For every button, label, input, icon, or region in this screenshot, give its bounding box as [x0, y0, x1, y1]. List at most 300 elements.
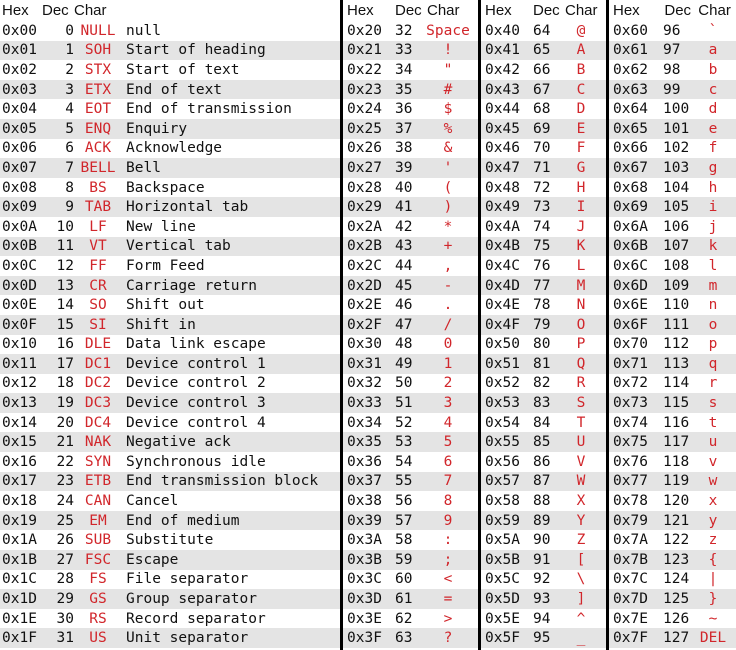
table-row	[343, 550, 478, 570]
table-row	[481, 609, 606, 629]
hex-cell: 0x61	[613, 42, 648, 59]
table-row	[343, 158, 478, 178]
table-row	[481, 491, 606, 511]
dec-cell: 6	[65, 140, 74, 157]
header-hex: Hex	[2, 2, 29, 19]
description-cell: New line	[126, 218, 196, 235]
dec-cell: 2	[65, 61, 74, 78]
hex-cell: 0x04	[2, 101, 37, 118]
hex-cell: 0x48	[485, 179, 520, 196]
hex-cell: 0x62	[613, 61, 648, 78]
dec-cell: 97	[663, 42, 681, 59]
hex-cell: 0x36	[347, 453, 382, 470]
char-cell: (	[443, 179, 453, 196]
table-row	[481, 60, 606, 80]
hex-cell: 0x7C	[613, 571, 648, 588]
hex-cell: 0x7F	[613, 630, 648, 647]
table-row	[343, 139, 478, 159]
dec-cell: 113	[663, 355, 690, 372]
table-row	[609, 609, 736, 629]
char-cell: ]	[576, 591, 586, 608]
dec-cell: 89	[533, 512, 551, 529]
hex-cell: 0x7A	[613, 532, 648, 549]
table-row	[0, 80, 340, 100]
dec-cell: 99	[663, 81, 681, 98]
hex-cell: 0x0D	[2, 277, 37, 294]
table-row	[0, 256, 340, 276]
dec-cell: 41	[395, 199, 413, 216]
header-hex: Hex	[485, 2, 512, 19]
dec-cell: 34	[395, 61, 413, 78]
table-row	[343, 609, 478, 629]
dec-cell: 76	[533, 257, 551, 274]
dec-cell: 100	[663, 101, 690, 118]
hex-cell: 0x4E	[485, 297, 520, 314]
table-row	[343, 530, 478, 550]
dec-cell: 82	[533, 375, 551, 392]
table-row	[0, 374, 340, 394]
dec-cell: 23	[56, 473, 74, 490]
char-cell: '	[443, 159, 453, 176]
dec-cell: 33	[395, 42, 413, 59]
char-cell: EOT	[84, 101, 112, 118]
char-cell: =	[443, 591, 453, 608]
char-cell: l	[708, 257, 718, 274]
hex-cell: 0x44	[485, 101, 520, 118]
description-cell: End of text	[126, 81, 223, 98]
table-row	[0, 530, 340, 550]
char-cell: CAN	[84, 493, 112, 510]
dec-cell: 92	[533, 571, 551, 588]
char-cell: -	[443, 277, 453, 294]
dec-cell: 116	[663, 414, 690, 431]
hex-cell: 0x43	[485, 81, 520, 98]
hex-cell: 0x59	[485, 512, 520, 529]
dec-cell: 61	[395, 591, 413, 608]
header-row	[609, 0, 736, 21]
hex-cell: 0x18	[2, 493, 37, 510]
char-cell: F	[576, 140, 586, 157]
table-row	[609, 491, 736, 511]
char-cell: <	[443, 571, 453, 588]
table-row	[609, 158, 736, 178]
dec-cell: 5	[65, 120, 74, 137]
dec-cell: 42	[395, 218, 413, 235]
table-row	[609, 197, 736, 217]
table-row	[481, 119, 606, 139]
hex-cell: 0x72	[613, 375, 648, 392]
table-row	[609, 295, 736, 315]
table-row	[0, 41, 340, 61]
dec-cell: 10	[56, 218, 74, 235]
hex-cell: 0x6E	[613, 297, 648, 314]
table-row	[343, 335, 478, 355]
dec-cell: 96	[663, 22, 681, 39]
char-cell: N	[576, 297, 586, 314]
header-row	[343, 0, 478, 21]
dec-cell: 105	[663, 199, 690, 216]
hex-cell: 0x25	[347, 120, 382, 137]
dec-cell: 53	[395, 434, 413, 451]
hex-cell: 0x35	[347, 434, 382, 451]
table-row	[343, 60, 478, 80]
dec-cell: 125	[663, 591, 690, 608]
hex-cell: 0x6B	[613, 238, 648, 255]
char-cell: y	[708, 512, 718, 529]
dec-cell: 49	[395, 355, 413, 372]
table-row	[481, 158, 606, 178]
dec-cell: 29	[56, 591, 74, 608]
dec-cell: 4	[65, 101, 74, 118]
dec-cell: 59	[395, 551, 413, 568]
table-row	[343, 80, 478, 100]
char-cell: L	[576, 257, 586, 274]
dec-cell: 20	[56, 414, 74, 431]
dec-cell: 87	[533, 473, 551, 490]
char-cell: I	[576, 199, 586, 216]
table-row	[0, 237, 340, 257]
description-cell: Horizontal tab	[126, 199, 249, 216]
dec-cell: 35	[395, 81, 413, 98]
char-cell: ETX	[84, 81, 112, 98]
char-cell: m	[708, 277, 718, 294]
hex-cell: 0x02	[2, 61, 37, 78]
dec-cell: 70	[533, 140, 551, 157]
table-row	[609, 60, 736, 80]
dec-cell: 62	[395, 610, 413, 627]
table-row	[0, 139, 340, 159]
description-cell: File separator	[126, 571, 249, 588]
dec-cell: 57	[395, 512, 413, 529]
table-row	[481, 393, 606, 413]
char-cell: DC2	[84, 375, 112, 392]
char-cell: o	[708, 316, 718, 333]
table-row	[0, 609, 340, 629]
table-row	[343, 315, 478, 335]
char-cell: DC4	[84, 414, 112, 431]
table-row	[343, 178, 478, 198]
table-row	[609, 21, 736, 41]
hex-cell: 0x4A	[485, 218, 520, 235]
dec-cell: 109	[663, 277, 690, 294]
table-row	[343, 41, 478, 61]
hex-cell: 0x73	[613, 395, 648, 412]
hex-cell: 0x57	[485, 473, 520, 490]
char-cell: x	[708, 493, 718, 510]
table-row	[609, 276, 736, 296]
hex-cell: 0x39	[347, 512, 382, 529]
hex-cell: 0x09	[2, 199, 37, 216]
char-cell: :	[443, 532, 453, 549]
char-cell: !	[443, 42, 453, 59]
hex-cell: 0x11	[2, 355, 37, 372]
table-row	[481, 550, 606, 570]
hex-cell: 0x2D	[347, 277, 382, 294]
dec-cell: 66	[533, 61, 551, 78]
hex-cell: 0x37	[347, 473, 382, 490]
table-row	[343, 589, 478, 609]
table-row	[343, 432, 478, 452]
char-cell: G	[576, 159, 586, 176]
table-row	[609, 119, 736, 139]
hex-cell: 0x50	[485, 336, 520, 353]
dec-cell: 91	[533, 551, 551, 568]
dec-cell: 39	[395, 159, 413, 176]
hex-cell: 0x0B	[2, 238, 37, 255]
table-row	[609, 570, 736, 590]
hex-cell: 0x68	[613, 179, 648, 196]
dec-cell: 111	[663, 316, 690, 333]
char-cell: US	[89, 630, 107, 647]
description-cell: Form Feed	[126, 257, 205, 274]
char-cell: d	[708, 101, 718, 118]
table-row	[609, 432, 736, 452]
hex-cell: 0x33	[347, 395, 382, 412]
char-cell: %	[443, 120, 453, 137]
hex-cell: 0x10	[2, 336, 37, 353]
table-row	[481, 178, 606, 198]
char-cell: `	[708, 22, 718, 39]
hex-cell: 0x46	[485, 140, 520, 157]
hex-cell: 0x21	[347, 42, 382, 59]
table-row	[481, 99, 606, 119]
hex-cell: 0x34	[347, 414, 382, 431]
hex-cell: 0x67	[613, 159, 648, 176]
dec-cell: 69	[533, 120, 551, 137]
char-cell: 0	[443, 336, 453, 353]
ascii-block-control	[0, 0, 340, 650]
char-cell: Q	[576, 355, 586, 372]
table-row	[481, 530, 606, 550]
description-cell: End of medium	[126, 512, 240, 529]
table-row	[481, 354, 606, 374]
char-cell: LF	[89, 218, 107, 235]
dec-cell: 101	[663, 120, 690, 137]
hex-cell: 0x3B	[347, 551, 382, 568]
table-row	[343, 570, 478, 590]
table-row	[481, 295, 606, 315]
char-cell: SOH	[84, 42, 112, 59]
hex-cell: 0x4D	[485, 277, 520, 294]
dec-cell: 78	[533, 297, 551, 314]
hex-cell: 0x16	[2, 453, 37, 470]
hex-cell: 0x27	[347, 159, 382, 176]
table-row	[343, 276, 478, 296]
table-row	[609, 511, 736, 531]
table-row	[481, 41, 606, 61]
table-row	[343, 256, 478, 276]
char-cell: NAK	[84, 434, 112, 451]
table-row	[609, 256, 736, 276]
table-row	[481, 432, 606, 452]
description-cell: Device control 4	[126, 414, 266, 431]
dec-cell: 16	[56, 336, 74, 353]
char-cell: T	[576, 414, 586, 431]
dec-cell: 56	[395, 493, 413, 510]
table-row	[343, 99, 478, 119]
dec-cell: 123	[663, 551, 690, 568]
table-row	[609, 628, 736, 648]
char-cell: U	[576, 434, 586, 451]
char-cell: DEL	[699, 630, 727, 647]
char-cell: ^	[576, 610, 586, 627]
dec-cell: 40	[395, 179, 413, 196]
dec-cell: 44	[395, 257, 413, 274]
table-row	[343, 197, 478, 217]
hex-cell: 0x1D	[2, 591, 37, 608]
dec-cell: 127	[663, 630, 690, 647]
dec-cell: 47	[395, 316, 413, 333]
table-row	[609, 354, 736, 374]
dec-cell: 15	[56, 316, 74, 333]
hex-cell: 0x66	[613, 140, 648, 157]
dec-cell: 12	[56, 257, 74, 274]
dec-cell: 121	[663, 512, 690, 529]
header-char: Char	[698, 2, 731, 19]
table-row	[0, 60, 340, 80]
char-cell: ?	[443, 630, 453, 647]
char-cell: Y	[576, 512, 586, 529]
char-cell: {	[708, 551, 718, 568]
hex-cell: 0x45	[485, 120, 520, 137]
table-row	[609, 374, 736, 394]
description-cell: Cancel	[126, 493, 179, 510]
dec-cell: 83	[533, 395, 551, 412]
hex-cell: 0x13	[2, 395, 37, 412]
table-row	[609, 315, 736, 335]
char-cell: ENQ	[84, 120, 112, 137]
dec-cell: 63	[395, 630, 413, 647]
table-row	[609, 550, 736, 570]
dec-cell: 104	[663, 179, 690, 196]
char-cell: .	[443, 297, 453, 314]
hex-cell: 0x78	[613, 493, 648, 510]
header-row	[0, 0, 340, 21]
hex-cell: 0x31	[347, 355, 382, 372]
hex-cell: 0x3E	[347, 610, 382, 627]
dec-cell: 51	[395, 395, 413, 412]
dec-cell: 117	[663, 434, 690, 451]
hex-cell: 0x1F	[2, 630, 37, 647]
char-cell: i	[708, 199, 718, 216]
dec-cell: 60	[395, 571, 413, 588]
table-row	[0, 432, 340, 452]
char-cell: 7	[443, 473, 453, 490]
char-cell: E	[576, 120, 586, 137]
hex-cell: 0x71	[613, 355, 648, 372]
table-row	[343, 452, 478, 472]
table-row	[481, 21, 606, 41]
char-cell: M	[576, 277, 586, 294]
hex-cell: 0x08	[2, 179, 37, 196]
hex-cell: 0x5D	[485, 591, 520, 608]
hex-cell: 0x5E	[485, 610, 520, 627]
dec-cell: 98	[663, 61, 681, 78]
dec-cell: 102	[663, 140, 690, 157]
dec-cell: 1	[65, 42, 74, 59]
dec-cell: 93	[533, 591, 551, 608]
table-row	[481, 628, 606, 648]
dec-cell: 126	[663, 610, 690, 627]
char-cell: @	[576, 22, 586, 39]
char-cell: CR	[89, 277, 107, 294]
char-cell: TAB	[84, 199, 112, 216]
hex-cell: 0x00	[2, 22, 37, 39]
description-cell: Escape	[126, 551, 179, 568]
hex-cell: 0x4B	[485, 238, 520, 255]
hex-cell: 0x3D	[347, 591, 382, 608]
dec-cell: 68	[533, 101, 551, 118]
hex-cell: 0x42	[485, 61, 520, 78]
dec-cell: 37	[395, 120, 413, 137]
char-cell: BELL	[80, 159, 116, 176]
hex-cell: 0x5B	[485, 551, 520, 568]
char-cell: 9	[443, 512, 453, 529]
hex-cell: 0x64	[613, 101, 648, 118]
table-row	[481, 315, 606, 335]
table-row	[609, 41, 736, 61]
char-cell: FS	[89, 571, 107, 588]
table-row	[481, 472, 606, 492]
dec-cell: 38	[395, 140, 413, 157]
hex-cell: 0x3C	[347, 571, 382, 588]
table-row	[481, 80, 606, 100]
table-row	[343, 217, 478, 237]
char-cell: r	[708, 375, 718, 392]
hex-cell: 0x55	[485, 434, 520, 451]
dec-cell: 18	[56, 375, 74, 392]
hex-cell: 0x4C	[485, 257, 520, 274]
dec-cell: 11	[56, 238, 74, 255]
description-cell: Carriage return	[126, 277, 257, 294]
hex-cell: 0x77	[613, 473, 648, 490]
char-cell: D	[576, 101, 586, 118]
dec-cell: 74	[533, 218, 551, 235]
table-row	[343, 491, 478, 511]
hex-cell: 0x2C	[347, 257, 382, 274]
hex-cell: 0x06	[2, 140, 37, 157]
dec-cell: 14	[56, 297, 74, 314]
char-cell: n	[708, 297, 718, 314]
hex-cell: 0x79	[613, 512, 648, 529]
char-cell: FF	[89, 257, 107, 274]
char-cell: f	[708, 140, 718, 157]
table-row	[481, 589, 606, 609]
hex-cell: 0x49	[485, 199, 520, 216]
description-cell: Shift in	[126, 316, 196, 333]
description-cell: null	[126, 22, 161, 39]
char-cell: 4	[443, 414, 453, 431]
table-row	[0, 491, 340, 511]
dec-cell: 45	[395, 277, 413, 294]
ascii-block-symbols-digits	[340, 0, 478, 650]
char-cell: S	[576, 395, 586, 412]
hex-cell: 0x1C	[2, 571, 37, 588]
dec-cell: 13	[56, 277, 74, 294]
dec-cell: 80	[533, 336, 551, 353]
table-row	[0, 589, 340, 609]
char-cell: NULL	[80, 22, 116, 39]
table-row	[481, 256, 606, 276]
char-cell: GS	[89, 591, 107, 608]
dec-cell: 120	[663, 493, 690, 510]
table-row	[481, 197, 606, 217]
table-row	[343, 354, 478, 374]
dec-cell: 21	[56, 434, 74, 451]
char-cell: STX	[84, 61, 112, 78]
description-cell: Device control 3	[126, 395, 266, 412]
hex-cell: 0x58	[485, 493, 520, 510]
